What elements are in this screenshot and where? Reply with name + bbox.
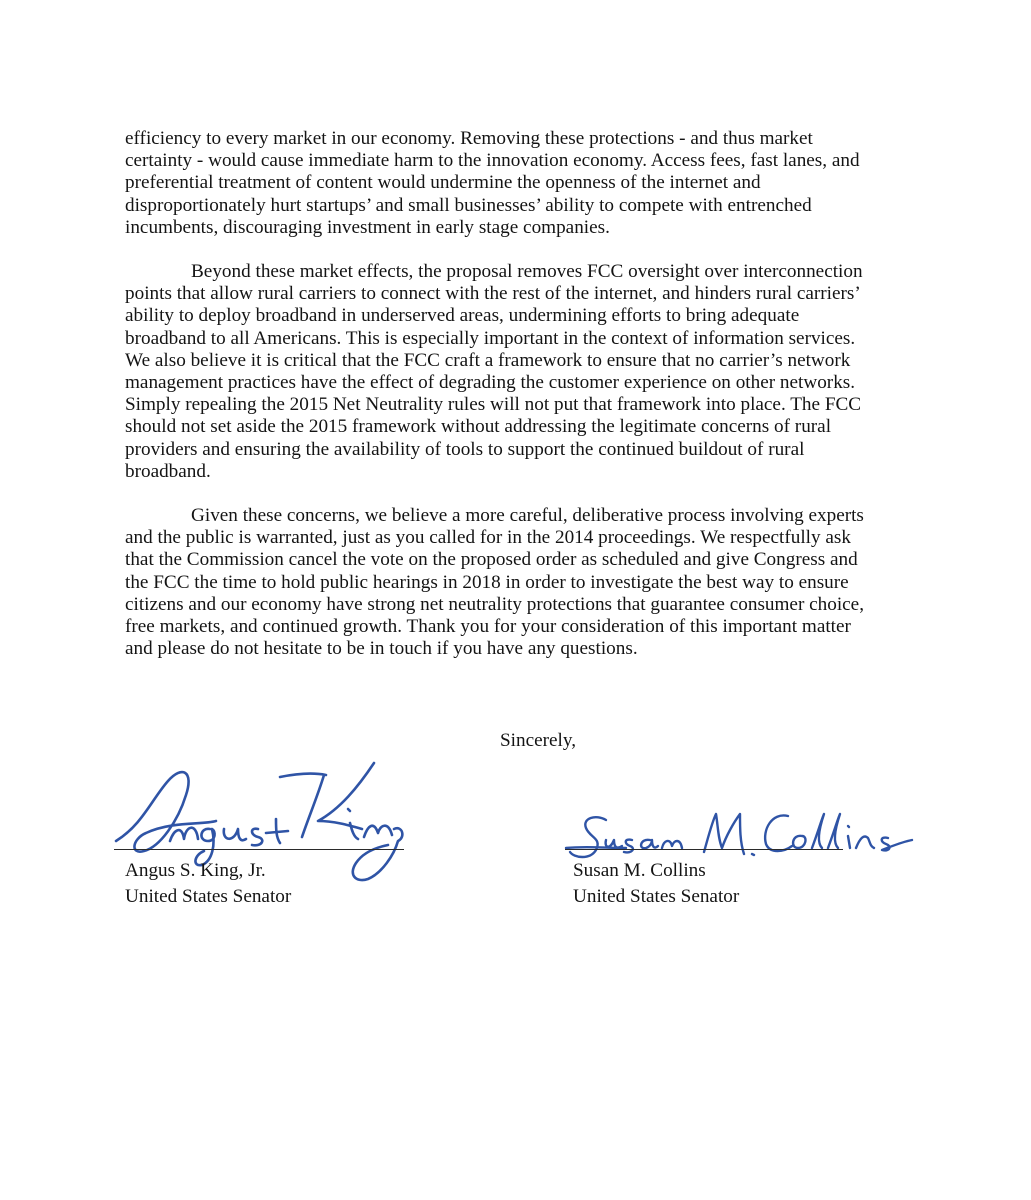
text-line: Given these concerns, we believe a more careful, deliberative process involving experts [191,505,864,527]
signatory-collins [573,858,739,910]
text-line: broadband. [125,460,211,482]
closing-salutation: Sincerely, [500,730,577,751]
text-line: free markets, and continued growth. Thank you for your consideration of this important matter [125,616,851,638]
text-line: and please do not hesitate to be in touch if you have any questions. [125,638,638,660]
signature-line-left [114,849,404,850]
text-line: disproportionately hurt startups’ and small businesses’ ability to compete with entrenched [125,194,812,216]
text-line: the FCC the time to hold public hearings in 2018 in order to investigate the best way to ensure [125,571,849,593]
text-line: Beyond these market effects, the proposal removes FCC oversight over interconnection [191,261,863,283]
letter-body [125,128,945,682]
text-line: broadband to all Americans. This is especially important in the context of information services. [125,327,856,349]
text-line: should not set aside the 2015 framework without addressing the legitimate concerns of rural [125,416,832,438]
text-line: certainty - would cause immediate harm to the innovation economy. Access fees, fast lanes, and [125,150,860,172]
text-line: ability to deploy broadband in underserved areas, undermining efforts to bring adequate [125,305,800,327]
signatory-king [125,858,291,910]
text-line: We also believe it is critical that the FCC craft a framework to ensure that no carrier’s network [125,349,851,371]
paragraph-2 [125,261,945,483]
signatory-title: United States Senator [125,886,292,907]
text-line: and the public is warranted, just as you called for in the 2014 proceedings. We respectfully ask [125,527,851,549]
text-line: incumbents, discouraging investment in early stage companies. [125,216,610,238]
paragraph-3 [125,505,945,660]
text-line: points that allow rural carriers to connect with the rest of the internet, and hinders rural carriers’ [125,283,861,305]
text-line: preferential treatment of content would undermine the openness of the internet and [125,172,761,194]
signatory-title: United States Senator [573,886,740,907]
text-line: management practices have the effect of degrading the customer experience on other networks. [125,372,856,394]
signature-line-right [565,849,843,850]
text-line: citizens and our economy have strong net neutrality protections that guarantee consumer choice, [125,593,864,615]
signatory-name: Angus S. King, Jr. [125,860,266,881]
text-line: efficiency to every market in our economy. Removing these protections - and thus market [125,128,813,149]
text-line: that the Commission cancel the vote on the proposed order as scheduled and give Congress and [125,549,858,571]
text-line: Simply repealing the 2015 Net Neutrality rules will not put that framework into place. The FCC [125,394,862,416]
text-line: providers and ensuring the availability of tools to support the continued buildout of rural [125,438,805,460]
signatory-name: Susan M. Collins [573,860,706,881]
paragraph-1 [125,128,945,239]
